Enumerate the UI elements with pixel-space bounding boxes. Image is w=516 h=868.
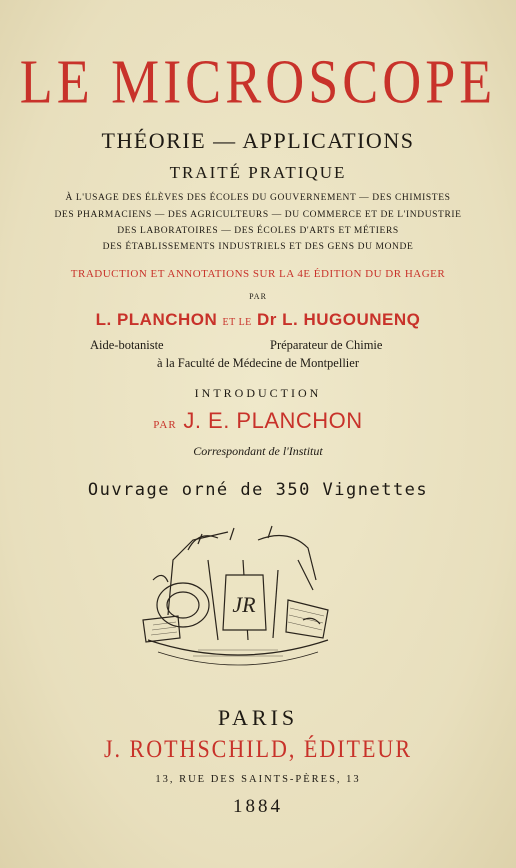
book-title: LE MICROSCOPE	[19, 47, 497, 117]
author-second: Dr L. HUGOUNENQ	[257, 310, 421, 329]
description-line-2: DES PHARMACIENS — DES AGRICULTEURS — DU COMMERCE ET DE L'INDUSTRIE	[54, 210, 462, 220]
introduction-author-title: Correspondant de l'Institut	[193, 444, 323, 458]
book-subsubtitle: TRAITÉ PRATIQUE	[169, 163, 347, 182]
introduction-by: PAR	[153, 419, 177, 431]
by-label: PAR	[249, 292, 267, 301]
introduction-label: INTRODUCTION	[194, 386, 322, 400]
author-first: L. PLANCHON	[95, 310, 218, 329]
description-line-3: DES LABORATOIRES — DES ÉCOLES D'ARTS ET MÉTIERS	[117, 226, 399, 236]
author-conjunction: ET LE	[222, 317, 252, 328]
imprint-address: 13, RUE DES SAINTS-PÈRES, 13	[155, 774, 361, 785]
ornament-note: Ouvrage orné de 350 Vignettes	[87, 480, 429, 500]
book-subtitle: THÉORIE — APPLICATIONS	[101, 128, 415, 153]
printer-vignette	[138, 520, 338, 670]
author-second-role: Préparateur de Chimie	[270, 338, 383, 352]
imprint-year: 1884	[233, 796, 283, 817]
author-affiliation: à la Faculté de Médecine de Montpellier	[156, 356, 359, 370]
introduction-author: J. E. PLANCHON	[183, 408, 363, 433]
translation-line: TRADUCTION ET ANNOTATIONS SUR LA 4E ÉDITION DU DR HAGER	[70, 268, 446, 280]
introduction-author-line	[0, 408, 516, 434]
imprint-city: PARIS	[217, 705, 299, 730]
description-line-1: À L'USAGE DES ÉLÈVES DES ÉCOLES DU GOUVERNEMENT — DES CHIMISTES	[65, 193, 451, 203]
description-line-4: DES ÉTABLISSEMENTS INDUSTRIELS ET DES GENS DU MONDE	[102, 242, 414, 252]
vignette-monogram: JR	[232, 592, 256, 617]
authors-line	[0, 310, 516, 330]
author-first-role: Aide-botaniste	[90, 338, 164, 352]
imprint-publisher: J. ROTHSCHILD, ÉDITEUR	[104, 734, 412, 763]
